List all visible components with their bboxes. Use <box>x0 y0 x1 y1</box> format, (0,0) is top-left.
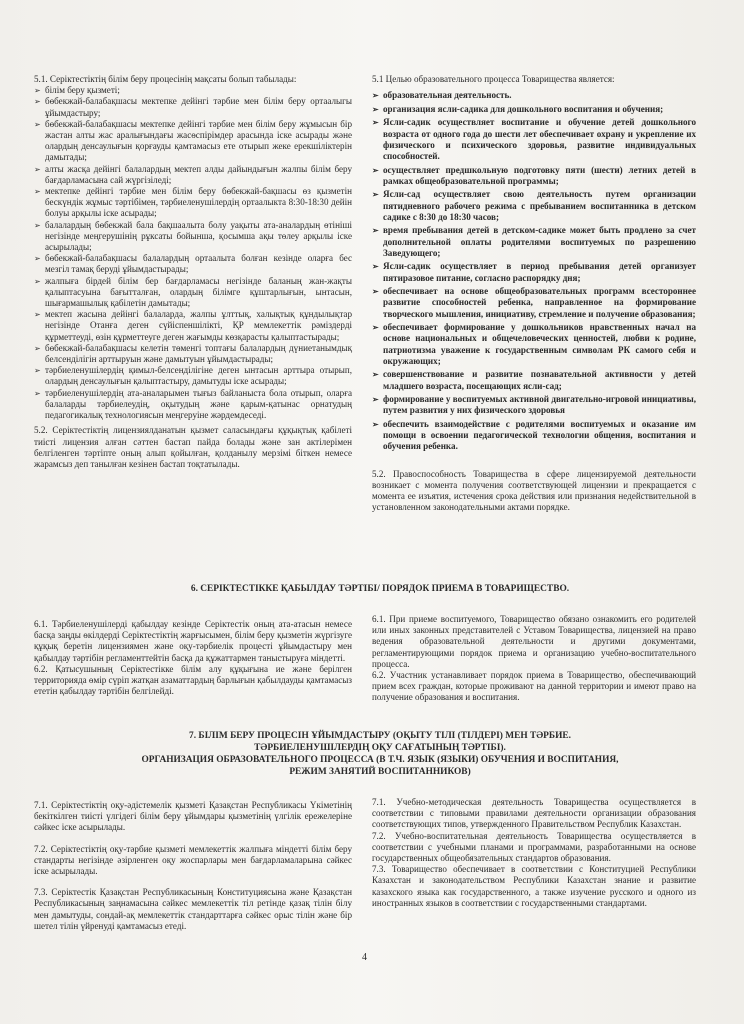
ru-list-item: ➢ обеспечивает формирование у дошкольников нравственных начал на основе национальных и общечеловеческих ценностей, любви к родине, патриотизма уважение к государственным символам РК самого себя и окружающих; <box>372 322 696 367</box>
ru-list-item: ➢ формирование у воспитуемых активной двигательно-игровой инициативы, путем развития у них физического здоровья <box>372 394 696 416</box>
ru-list-item: ➢ осуществляет предшкольную подготовку пяти (шести) летних детей в рамках общеобразовательной программы; <box>372 165 696 187</box>
kz-list-item: ➢ мектеп жасына дейінгі балаларда, жалпы ұлттық, халықтық құндылықтар негізінде Отанға деген сүйіспеншілікті, ҚР мемлекеттік рәміздерді құрметтеуді, өзін құрметтеуге деген жағымды көзқарасты қалыптастырады; <box>34 309 352 343</box>
section5-kz-column <box>34 74 352 470</box>
page-number: 4 <box>362 952 367 963</box>
ru-list-item: ➢ обеспечить взаимодействие с родителями воспитуемых и оказание им помощи в освоении педагогической технологии общения, воспитания и обучения ребенка. <box>372 419 696 453</box>
section7-ru-clause-7-2: 7.2. Учебно-воспитательная деятельность Товарищества осуществляется в соответствии с учебными планами и программами, разработанными на основе государственных общеобязательных стандартов образования. <box>372 830 696 864</box>
section6-heading: 6. СЕРІКТЕСТІККЕ ҚАБЫЛДАУ ТӘРТІБІ/ ПОРЯДОК ПРИЕМА В ТОВАРИЩЕСТВО. <box>190 584 570 594</box>
kz-list-item: ➢ мектепке дейінгі тәрбие мен білім беру бөбекжай-бақшасы өз қызметін бескүндік жұмыс тәртібімен, тәрбиеленушілердің ортаалыкта 8:30-18:30 дейін болуы арқылы іске асырады; <box>34 186 352 220</box>
section6-kz-clause-6-1: 6.1. Тәрбиеленушілерді қабылдау кезінде Серіктестік оның ата-атасын немесе басқа заңды өкілдерді Серіктестіктің жарғысымен, білім беру қызметін жүргізуге құқық беретін лицензиямен және оқу-тәрбиелік процесті ұйымдастыру мен қабылдау тәртібін регламенттейтін басқа да құжаттармен таныстыруға міндетті. <box>34 619 352 663</box>
section5-ru-column <box>372 74 696 513</box>
section5-kz-intro: 5.1. Серіктестіктің білім беру процесінің мақсаты болып табылады: <box>34 74 297 84</box>
section5-kz-clause-5-2: 5.2. Серіктестіктің лицензиялданатын қызмет саласындағы құқықтық қабілеті тиісті лицензия алған сәттен бастап пайда болады және зан актілерімен белгіленген тәртіпте оның алып қойылған, қолданылу мерзімі біткен немесе жарамсыз деп танылған кезінен бастап тоқтатылады. <box>34 425 352 469</box>
ru-list-item: ➢ обеспечивает на основе общеобразовательных программ всестороннее развитие способностей ребенка, направленное на формирование творческого мышления, инициативу, стремление и получение образования; <box>372 286 696 320</box>
section7-ru-clause-7-3: 7.3. Товарищество обеспечивает в соответствии с Конституцией Республики Казахстан и законодательством Республики Казахстан знание и развитие казахского языка как государственного, а также изучение русского и одного из иностранных языков в соответствии с государственными стандартами. <box>372 864 696 908</box>
section7-kz-clause-7-2: 7.2. Серіктестіктің оқу-тәрбие қызметі мемлекеттік жалпыға міндетті білім беру стандарты негізінде әзірленген оқу жоспарлары мен бағдарламаларына сәйкес іске асырылады. <box>34 843 352 877</box>
kz-list-item: ➢ балалардың бөбекжай бала бақшаалыта болу уақыты ата-аналардың өтініші негізінде меңгерушінің рұксаты бойынша, қосымша ақы төлеу арқылы іске асырылады; <box>34 220 352 254</box>
section7-heading-line2: ТӘРБИЕЛЕНУШІЛЕРДІҢ ОҚУ САҒАТЫНЫҢ ТӘРТІБІ). <box>254 743 506 753</box>
section6-ru-column <box>372 614 696 704</box>
kz-list-item: ➢ бөбекжай-балабақшасы мектепке дейінгі тәрбие мен білім беру жұмысын бір жастан алты жас аралығындағы жасөспірімдер арасында іске асырады және олардың денсаулығын қорғауды қамтамасыз ете отырып жеке ерекшіліктерін дамытады; <box>34 119 352 164</box>
section5-kz-list <box>34 85 352 421</box>
section5-ru-intro: 5.1 Целью образовательного процесса Товарищества является: <box>372 74 615 84</box>
section6-ru-clause-6-2: 6.2. Участник устанавливает порядок приема в Товарищество, обеспечивающий прием всех граждан, которые проживают на данной территории и имеют право на получение образования и воспитания. <box>372 670 696 703</box>
section7-heading-line3: ОРГАНИЗАЦИЯ ОБРАЗОВАТЕЛЬНОГО ПРОЦЕССА (В Т.Ч. ЯЗЫК (ЯЗЫКИ) ОБУЧЕНИЯ И ВОСПИТАНИЯ, <box>141 755 619 765</box>
section6-ru-clause-6-1: 6.1. При приеме воспитуемого, Товарищество обязано ознакомить его родителей или иных законных представителей с Уставом Товарищества, лицензией на право ведения образовательной деятельности и другими документами, регламентирующими порядок приема и организацию учебно-воспитательного процесса. <box>372 614 696 669</box>
section7-heading-line4: РЕЖИМ ЗАНЯТИЙ ВОСПИТАННИКОВ) <box>289 767 471 777</box>
section5-ru-clause-5-2: 5.2. Правоспособность Товарищества в сфере лицензируемой деятельности возникает с момента получения соответствующей лицензии и прекращается с момента ее изъятия, истечения срока действия или признания недействительной в установленном законодательными актами порядке. <box>372 468 696 513</box>
kz-list-item: ➢ бөбекжай-балабақшасы келетін төменгі топтағы балалардың дүниетанымдық белсенділігін арттыруын және дамытуын ұйымдастырады; <box>34 343 352 365</box>
kz-list-item: ➢ бөбекжай-балабақшасы мектепке дейінгі тәрбие мен білім беру ортаалыгы ұйымдастыру; <box>34 96 352 118</box>
kz-list-item: ➢ тәрбиеленушілердің ата-аналарымен тығыз байланыста бола отырып, оларға балаларды тәрбиелеудің, оқытудың және қарым-қатынас орнатудың педагогикалық технологиясын меңгеруіне жәрдемдеседі. <box>34 388 352 422</box>
kz-list-item: ➢ білім беру қызметі; <box>34 85 352 96</box>
kz-list-item: ➢ тәрбиеленушілердің қимыл-белсенділігіне деген ынтасын арттыра отырып, олардың денсаулығын қалыптастыру, дамытуды іске асырады; <box>34 365 352 387</box>
section7-ru-column <box>372 797 696 909</box>
section7-ru-clause-7-1: 7.1. Учебно-методическая деятельность Товарищества осуществляется в соответствии с типовыми правилами деятельности организации образования соответствующих типов, утвержденного Правительством Республик Казахстан. <box>372 797 696 830</box>
section6-kz-column <box>34 619 352 697</box>
kz-list-item: ➢ жалпыға бірдей білім бер бағдарламасы негізінде баланың жан-жақты қалыптасуына бағытталған, олардың білімге құштарлығын, ынтасын, шығармашылық қабілетін дамытады; <box>34 276 352 310</box>
kz-list-item: ➢ алты жасқа дейінгі балалардың мектеп алды дайындығын жалпы білім беру бағдарламасына сай жүргізіледі; <box>34 164 352 186</box>
ru-list-item: ➢ образовательная деятельность. <box>372 90 696 101</box>
section7-heading-line1: 7. БІЛІМ БЕРУ ПРОЦЕСІН ҰЙЫМДАСТЫРУ (ОҚЫТУ ТІЛІ (ТІЛДЕРІ) МЕН ТӘРБИЕ. <box>189 731 571 741</box>
ru-list-item: ➢ совершенствование и развитие познавательной активности у детей младшего возраста, посещающих ясли-сад; <box>372 369 696 391</box>
ru-list-item: ➢ Ясли-садик осуществляет в период пребывания детей организует пятиразовое питание, согласно распорядку дня; <box>372 261 696 283</box>
ru-list-item: ➢ Ясли-садик осуществляет воспитание и обучение детей дошкольного возраста от одного года до шести лет обеспечивает охрану и укрепление их физического и психического здоровья, развитие индивидуальных способностей. <box>372 117 696 162</box>
section7-heading <box>40 730 720 778</box>
ru-list-item: ➢ время пребывания детей в детском-садике может быть продлено за счет дополнительной оплаты родителями воспитуемых по разрешению Заведующего; <box>372 225 696 259</box>
section7-kz-column <box>34 800 352 932</box>
section6-kz-clause-6-2: 6.2. Қатысушының Серіктестікке білім алу құқығына ие және берілген территорияда өмір сүріп жатқан азаматтардың барлығын қабылдауды қамтамасыз ететін қабылдау тәртібін белгілейді. <box>34 663 352 697</box>
section7-kz-clause-7-3: 7.3. Серіктестік Қазақстан Республикасының Конституциясына және Қазақстан Республикасының заңнамасына сәйкес мемлекеттік тіл ретінде қазақ тілін білу мен дамытуды, сондай-ақ мемлекеттік стандарттарға сәйкес орыс тілін және бір шетел тілін үйренуді қамтамасыз етеді. <box>34 887 352 931</box>
kz-list-item: ➢ бөбекжай-балабақшасы балалардың ортаалыта болған кезінде оларға бес мезгіл тамақ беруді ұйымдастырады; <box>34 253 352 275</box>
ru-list-item: ➢ организация ясли-садика для дошкольного воспитания и обучения; <box>372 104 696 115</box>
section7-kz-clause-7-1: 7.1. Серіктестіктің оқу-әдістемелік қызметі Қазақстан Республикасы Үкіметінің бекіткілген тиісті үлгідегі білім беру ұйымдары қызметінің үлгілік ережелеріне сәйкес іске асырылады. <box>34 800 352 833</box>
ru-list-item: ➢ Ясли-сад осуществляет свою деятельность путем организации пятидневного рабочего режима с пребыванием воспитанника в детском садике с 8:30 до 18:30 часов; <box>372 189 696 223</box>
section5-ru-list <box>372 90 696 452</box>
